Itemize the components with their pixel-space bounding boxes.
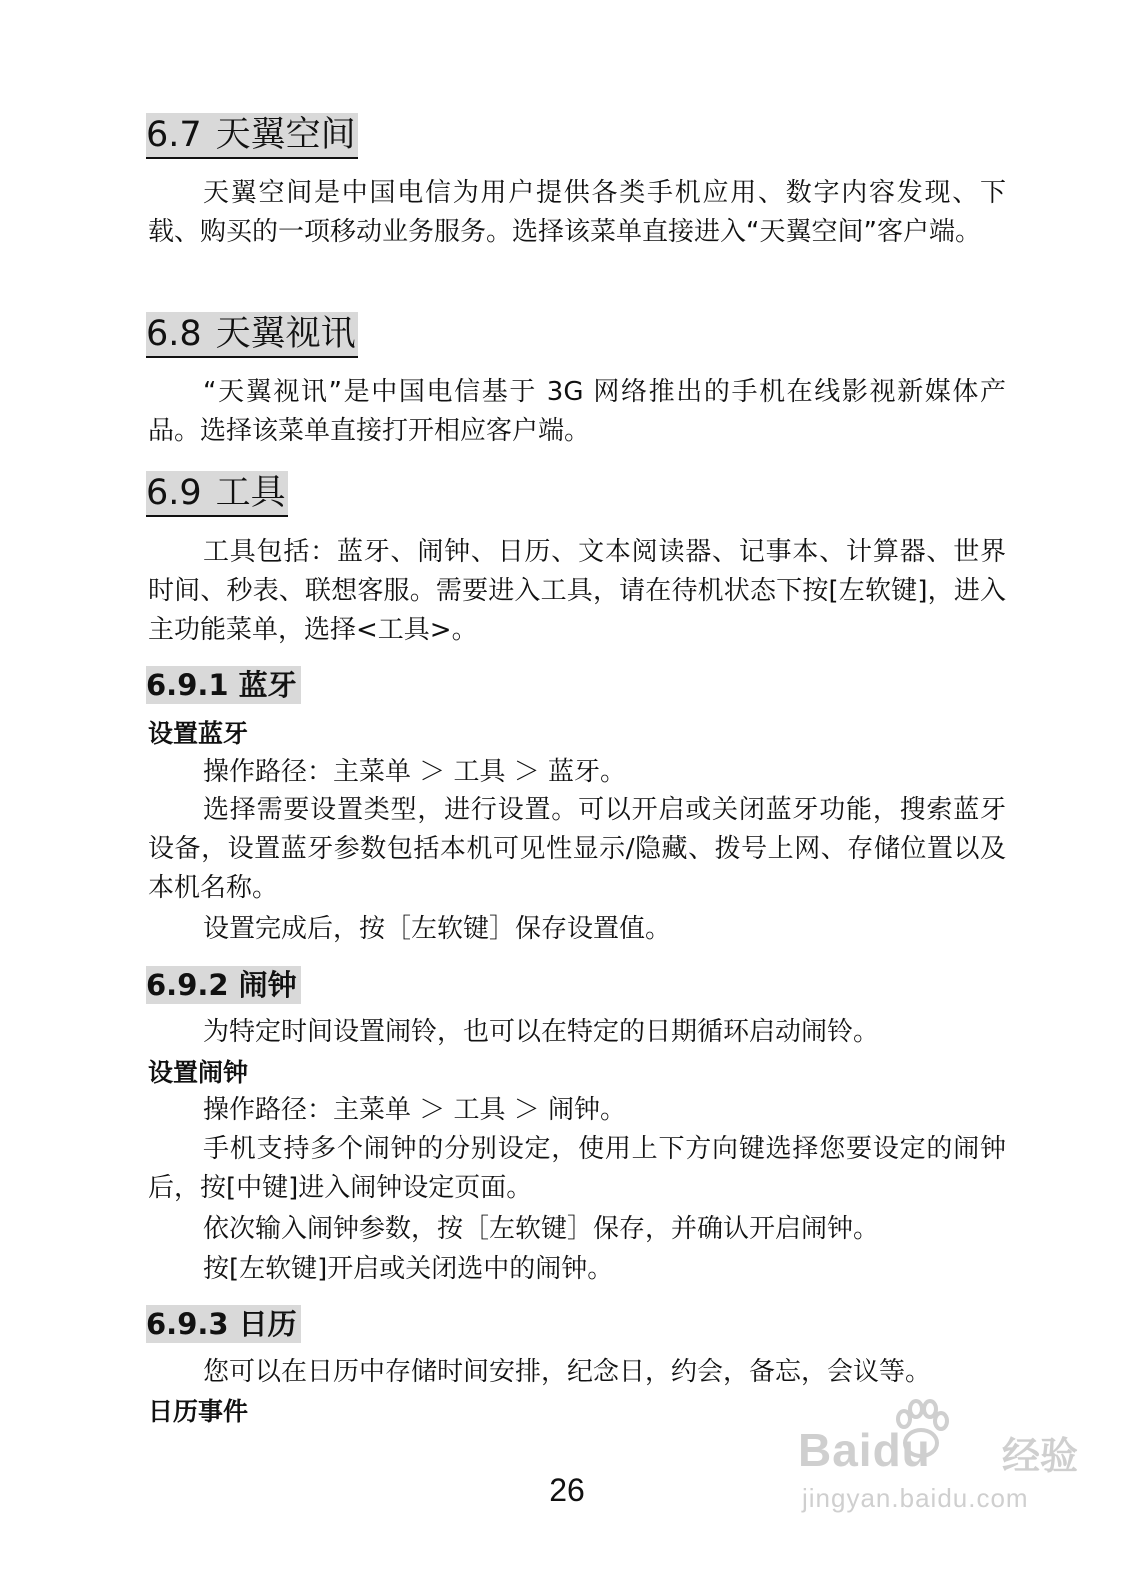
paragraph-alarm-toggle: 按[左软键]开启或关闭选中的闹钟。 xyxy=(203,1254,614,1284)
paragraph-tianyi-video: “天翼视讯”是中国电信基于 3G 网络推出的手机在线影视新媒体产品。选择该菜单直接打开相应客户端。 xyxy=(148,377,1006,446)
section-number: 6.9.1 xyxy=(146,668,229,702)
section-number: 6.8 xyxy=(146,314,202,354)
section-title: 日历 xyxy=(238,1307,297,1341)
section-heading-6-9-2 xyxy=(146,966,301,1004)
section-heading-6-9 xyxy=(146,471,288,517)
paragraph-alarm-save: 依次输入闹钟参数，按［左软键］保存，并确认开启闹钟。 xyxy=(203,1214,880,1244)
section-heading-6-8 xyxy=(146,312,358,358)
paragraph-alarm-desc: 手机支持多个闹钟的分别设定，使用上下方向键选择您要设定的闹钟后，按[中键]进入闹钟设定页面。 xyxy=(148,1134,1006,1203)
section-number: 6.9.3 xyxy=(146,1307,229,1341)
section-number: 6.7 xyxy=(146,115,202,155)
section-title: 天翼空间 xyxy=(215,115,356,155)
section-title: 天翼视讯 xyxy=(215,314,356,354)
section-title: 闹钟 xyxy=(238,968,297,1002)
paragraph-calendar-intro: 您可以在日历中存储时间安排，纪念日，约会，备忘，会议等。 xyxy=(203,1357,932,1387)
watermark-logo: Baidu xyxy=(798,1424,931,1476)
section-heading-6-9-3 xyxy=(146,1305,301,1343)
section-number: 6.9 xyxy=(146,473,202,513)
section-heading-6-7 xyxy=(146,113,358,159)
watermark-url: jingyan.baidu.com xyxy=(802,1483,1029,1513)
subheading-calendar-events: 日历事件 xyxy=(148,1397,249,1426)
paragraph-alarm-intro: 为特定时间设置闹铃，也可以在特定的日期循环启动闹铃。 xyxy=(203,1017,880,1047)
section-title: 蓝牙 xyxy=(238,668,297,702)
watermark-suffix: 经验 xyxy=(1002,1436,1079,1478)
paragraph-bluetooth-desc: 选择需要设置类型，进行设置。可以开启或关闭蓝牙功能，搜索蓝牙设备，设置蓝牙参数包括本机可见性显示/隐藏、拨号上网、存储位置以及本机名称。 xyxy=(148,795,1006,903)
page-number: 26 xyxy=(549,1472,585,1508)
subheading-alarm-setup: 设置闹钟 xyxy=(148,1058,249,1087)
paragraph-bluetooth-path: 操作路径：主菜单 ＞ 工具 ＞ 蓝牙。 xyxy=(203,757,627,787)
paragraph-alarm-path: 操作路径：主菜单 ＞ 工具 ＞ 闹钟。 xyxy=(203,1095,627,1125)
paragraph-tools: 工具包括：蓝牙、闹钟、日历、文本阅读器、记事本、计算器、世界时间、秒表、联想客服。需要进入工具，请在待机状态下按[左软键]，进入主功能菜单，选择<工具>。 xyxy=(148,537,1006,645)
paragraph-tianyi-space: 天翼空间是中国电信为用户提供各类手机应用、数字内容发现、下载、购买的一项移动业务服务。选择该菜单直接进入“天翼空间”客户端。 xyxy=(148,178,1006,247)
subheading-bluetooth-setup: 设置蓝牙 xyxy=(148,719,249,748)
baidu-jingyan-watermark xyxy=(790,1395,1080,1545)
section-number: 6.9.2 xyxy=(146,968,229,1002)
paragraph-bluetooth-save: 设置完成后，按［左软键］保存设置值。 xyxy=(203,914,672,944)
section-title: 工具 xyxy=(215,473,286,513)
section-heading-6-9-1 xyxy=(146,666,301,704)
